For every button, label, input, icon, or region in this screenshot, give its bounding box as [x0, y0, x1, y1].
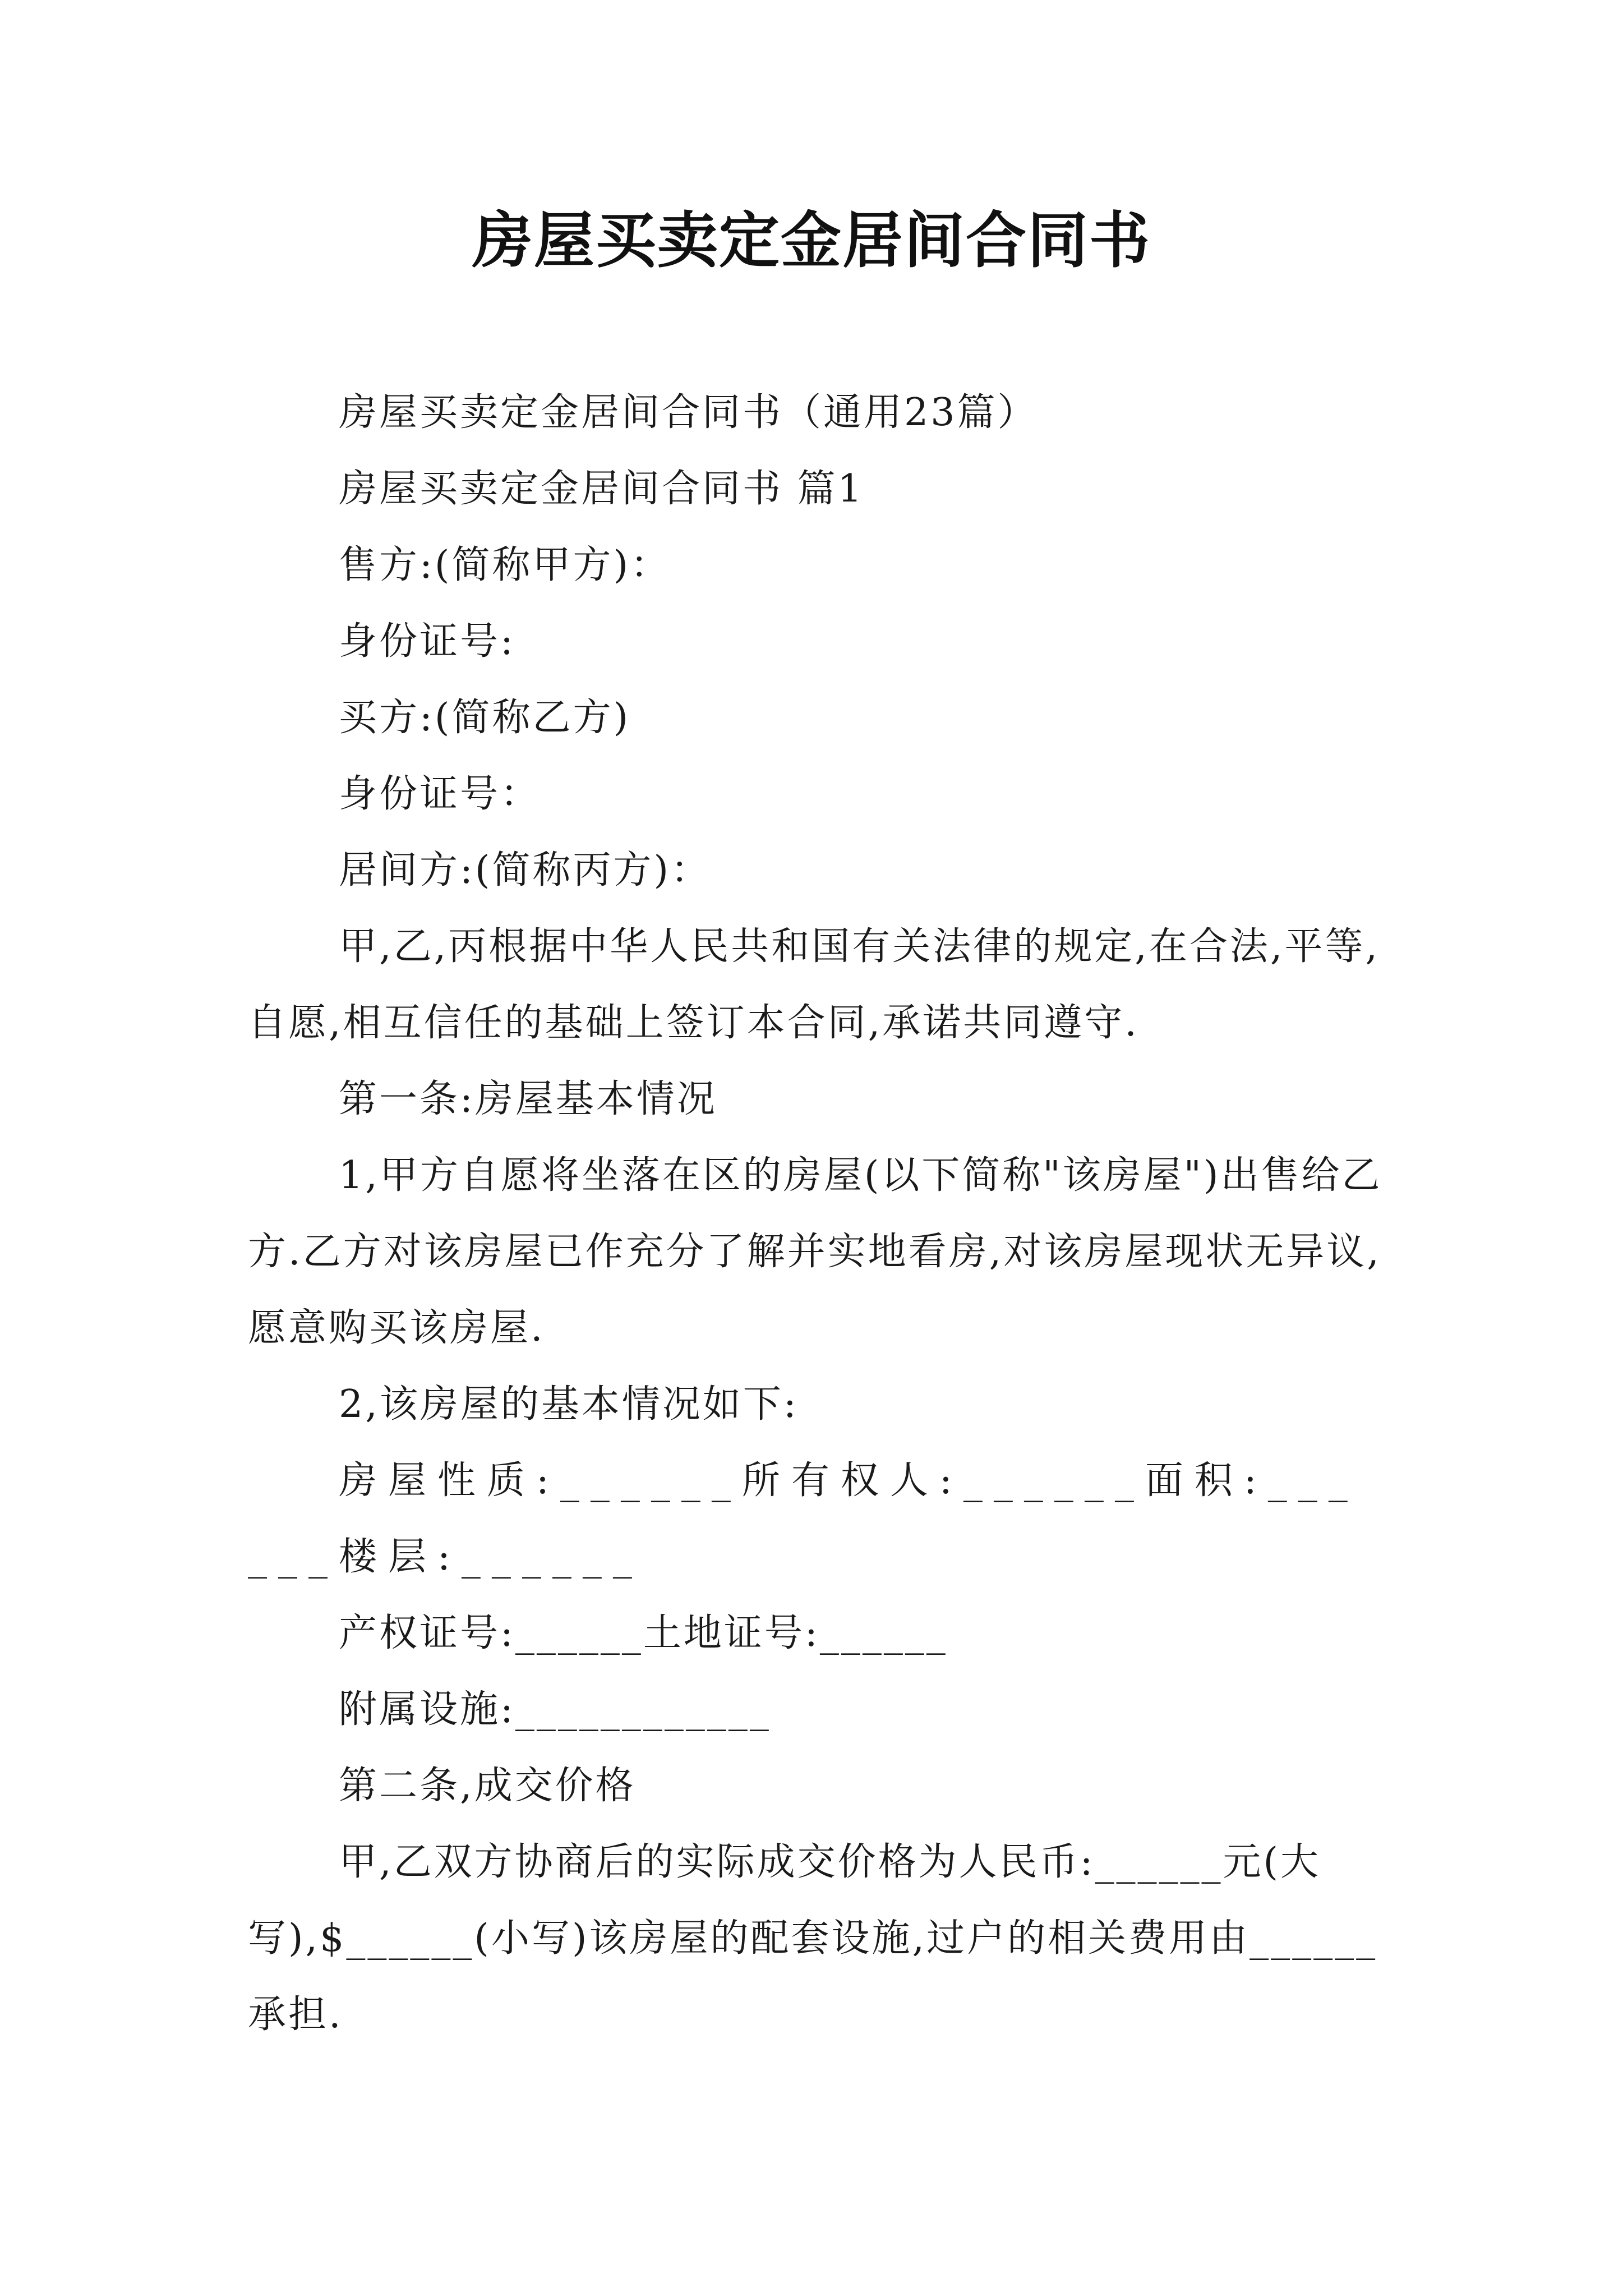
paragraph-buyer-id: 身份证号：	[339, 772, 541, 816]
paragraph-price: 甲,乙双方协商后的实际成交价格为人民币:______元(大写),$______(小写)该房屋的配套设施,过户的相关费用由______承担.	[248, 1840, 1378, 2037]
paragraph-subtitle: 房屋买卖定金居间合同书（通用23篇）	[339, 390, 1038, 435]
document-body	[248, 375, 1386, 2053]
paragraph-certificate-numbers: 产权证号:______土地证号:______	[339, 1611, 948, 1655]
paragraph-article-1-clause-2: 2,该房屋的基本情况如下:	[339, 1382, 799, 1427]
paragraph-seller-id: 身份证号:	[339, 619, 515, 664]
paragraph-seller: 售方:(简称甲方)：	[339, 543, 671, 587]
paragraph-facilities: 附属设施:____________	[339, 1687, 771, 1732]
paragraph-broker: 居间方:(简称丙方)：	[339, 848, 711, 892]
paragraph-section-heading: 房屋买卖定金居间合同书 篇1	[339, 467, 864, 511]
document-title: 房屋买卖定金居间合同书	[472, 206, 1151, 276]
paragraph-buyer: 买方:(简称乙方)	[339, 696, 630, 740]
paragraph-property-details: 房屋性质:______所有权人:______面积:______楼层:______	[248, 1458, 1359, 1579]
paragraph-article-1-heading: 第一条:房屋基本情况	[339, 1077, 717, 1121]
paragraph-article-2-heading: 第二条,成交价格	[339, 1764, 636, 1808]
paragraph-article-1-clause-1: 1,甲方自愿将坐落在区的房屋(以下简称"该房屋")出售给乙方.乙方对该房屋已作充分了解并实地看房,对该房屋现状无异议,愿意购买该房屋.	[248, 1153, 1382, 1350]
paragraph-preamble: 甲,乙,丙根据中华人民共和国有关法律的规定,在合法,平等,自愿,相互信任的基础上签订本合同,承诺共同遵守.	[248, 924, 1380, 1045]
